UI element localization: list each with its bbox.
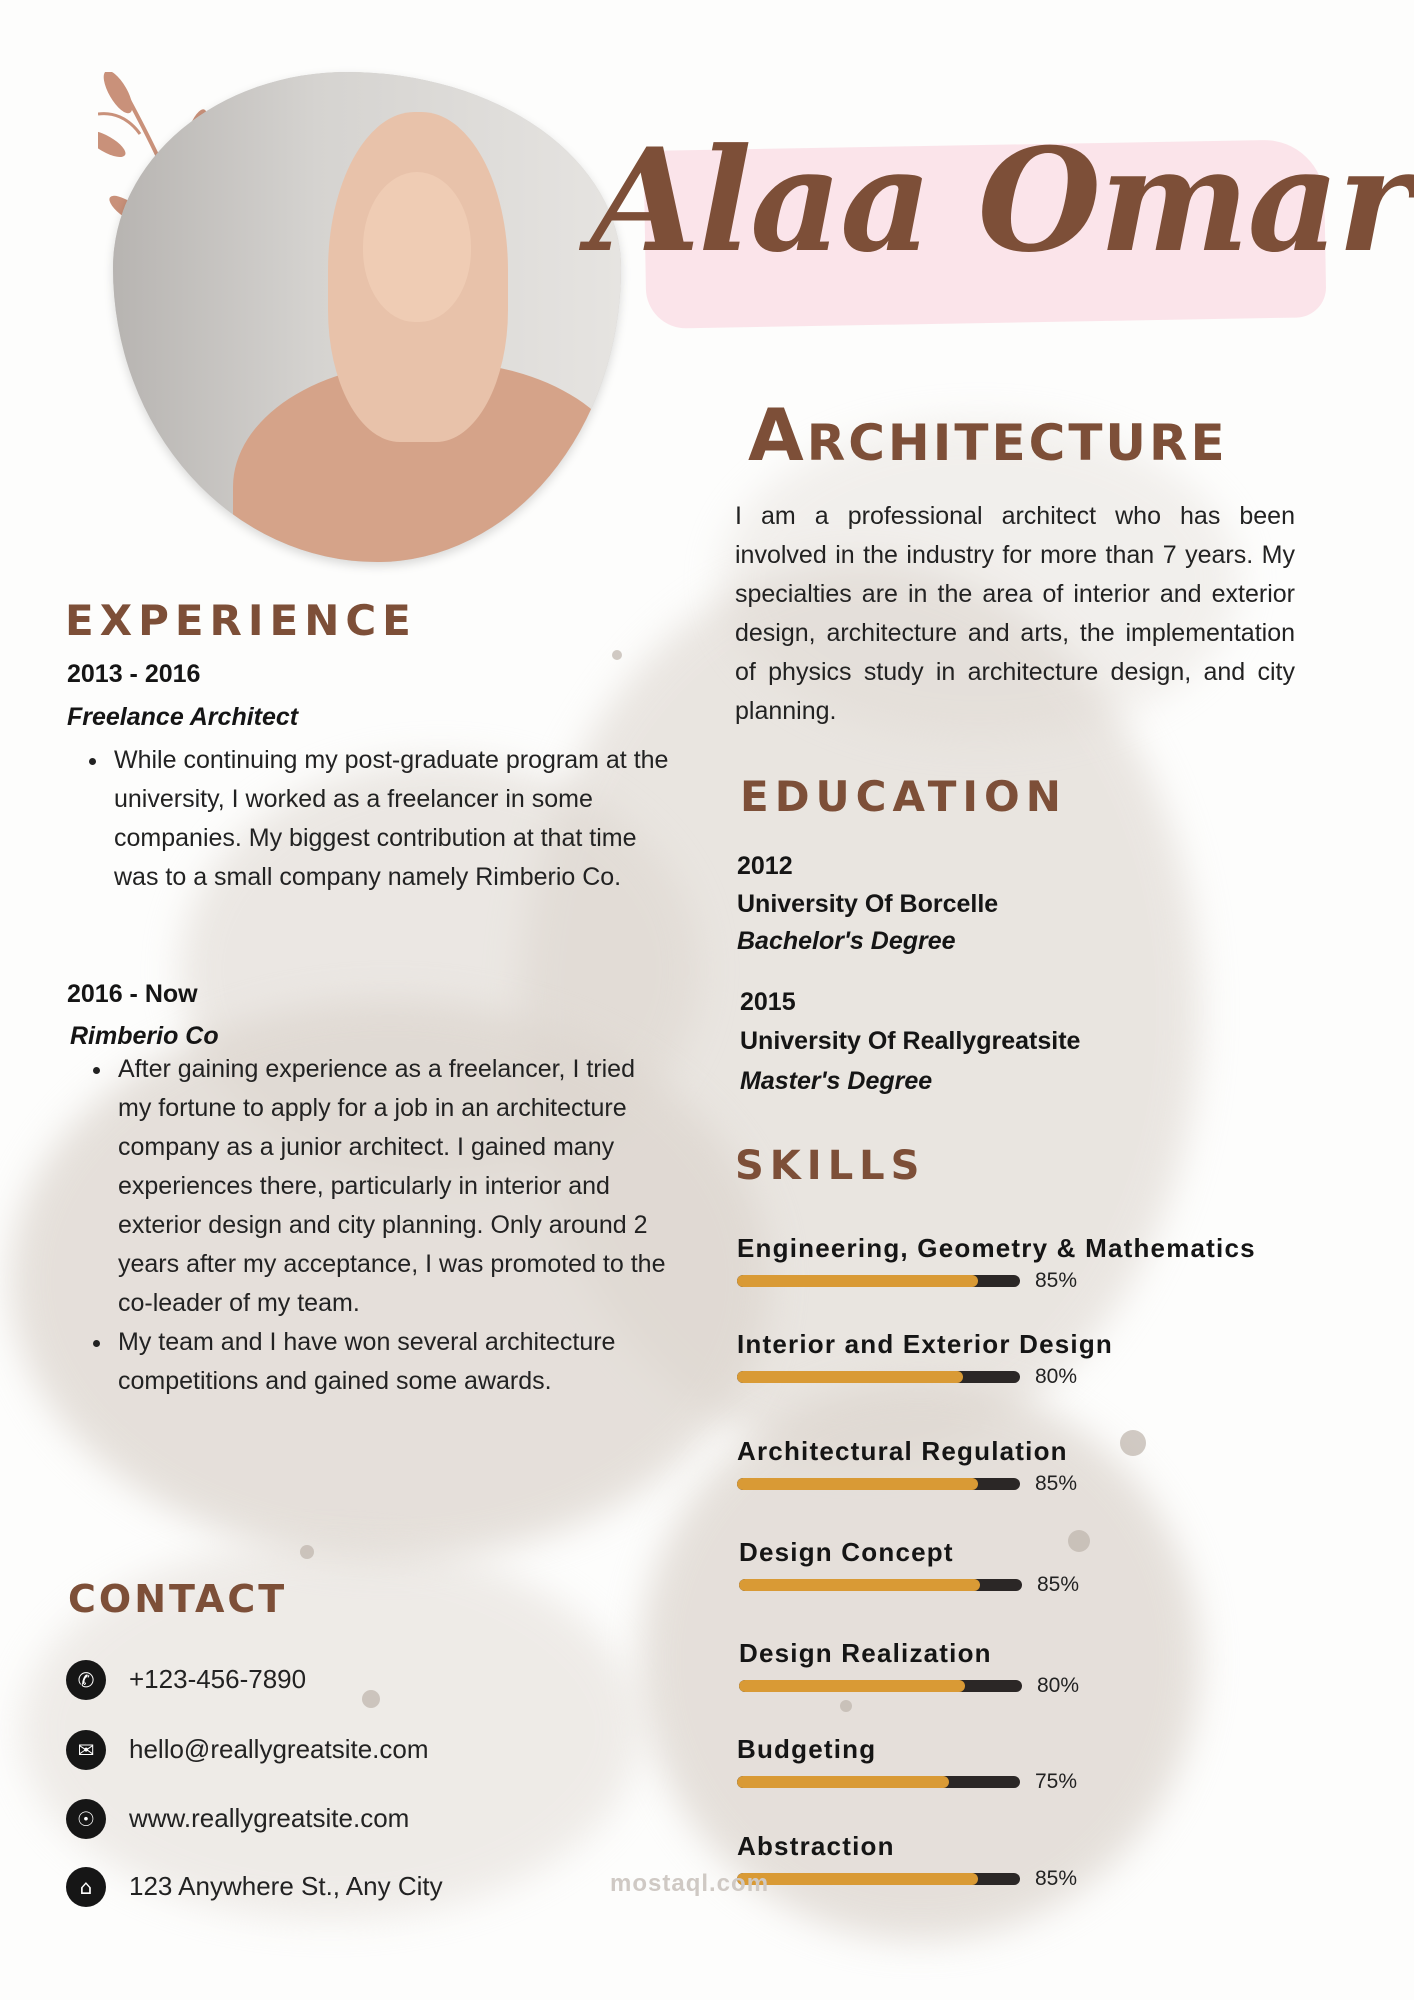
home-icon: ⌂	[66, 1867, 106, 1907]
skill-percent: 85%	[1035, 1269, 1078, 1292]
education-heading: EDUCATION	[740, 772, 1067, 821]
skill-bar-fill	[737, 1776, 949, 1788]
skill-row	[737, 1233, 1297, 1303]
skill-label: Architectural Regulation	[737, 1436, 1068, 1466]
education-school: University Of Borcelle	[737, 890, 999, 918]
education-year: 2015	[740, 988, 796, 1016]
paint-speck	[362, 1690, 380, 1708]
skill-bar	[737, 1478, 1020, 1490]
skill-bar	[737, 1873, 1020, 1885]
skill-label: Budgeting	[737, 1734, 877, 1764]
skill-row	[737, 1329, 1297, 1399]
skill-bar-fill	[737, 1873, 978, 1885]
skill-bar-fill	[737, 1275, 978, 1287]
website-text: www.reallygreatsite.com	[129, 1803, 410, 1833]
job-period: 2013 - 2016	[67, 660, 201, 688]
job-bullet: • My team and I have won several architecture competitions and gained some awards.	[114, 1323, 674, 1401]
skill-bar	[739, 1680, 1022, 1692]
skills-heading: SKILLS	[735, 1143, 926, 1189]
education-school: University Of Reallygreatsite	[740, 1027, 1081, 1055]
job-title: Rimberio Co	[70, 1022, 219, 1050]
person-name: Alaa Omar	[590, 118, 1411, 284]
job-period: 2016 - Now	[67, 980, 198, 1008]
job-bullet: • After gaining experience as a freelancer, I tried my fortune to apply for a job in an architecture company as a junior architect. I gained many experiences there, particularly in interior and exterior design and city planning. Only around 2 years after my acceptance, I was promoted to the co-leader of my team.	[114, 1050, 674, 1323]
skill-label: Abstraction	[737, 1831, 895, 1861]
skill-bar	[737, 1371, 1020, 1383]
skill-percent: 80%	[1035, 1365, 1078, 1388]
skill-bar	[737, 1275, 1020, 1287]
address-text: 123 Anywhere St., Any City	[129, 1871, 443, 1901]
contact-heading: CONTACT	[68, 1577, 288, 1621]
job-bullets	[74, 1050, 674, 1401]
skill-percent: 85%	[1037, 1573, 1080, 1596]
skill-row	[737, 1831, 1297, 1901]
email-text: hello@reallygreatsite.com	[129, 1734, 429, 1764]
skill-label: Design Realization	[739, 1638, 992, 1668]
skill-bar-fill	[739, 1680, 965, 1692]
mail-icon: ✉	[66, 1730, 106, 1770]
skill-bar-fill	[739, 1579, 980, 1591]
skill-bar	[737, 1776, 1020, 1788]
skill-bar-fill	[737, 1371, 963, 1383]
skill-percent: 85%	[1035, 1472, 1078, 1495]
job-title: Freelance Architect	[67, 703, 299, 731]
paint-speck	[612, 650, 622, 660]
about-paragraph: I am a professional architect who has been involved in the industry for more than 7 years. My specialties are in the area of interior and exterior design, architecture and arts, the implementation of physics study in architecture design, and city planning.	[735, 502, 1295, 725]
job-bullets	[70, 741, 670, 897]
skill-row	[737, 1436, 1297, 1506]
skill-percent: 85%	[1035, 1867, 1078, 1890]
skill-bar	[739, 1579, 1022, 1591]
globe-icon: ☉	[66, 1799, 106, 1839]
skill-label: Engineering, Geometry & Mathematics	[737, 1233, 1256, 1263]
job-title: Architecture	[748, 393, 1228, 477]
skill-percent: 75%	[1035, 1770, 1078, 1793]
phone-text: +123-456-7890	[129, 1664, 307, 1694]
skill-label: Interior and Exterior Design	[737, 1329, 1114, 1359]
education-degree: Master's Degree	[740, 1067, 933, 1095]
skill-row	[737, 1734, 1297, 1804]
education-degree: Bachelor's Degree	[737, 927, 956, 955]
skill-percent: 80%	[1037, 1674, 1080, 1697]
education-year: 2012	[737, 852, 793, 880]
paint-speck	[300, 1545, 314, 1559]
skill-row	[739, 1638, 1299, 1708]
phone-icon: ✆	[66, 1660, 106, 1700]
skill-row	[739, 1537, 1299, 1607]
skill-label: Design Concept	[739, 1537, 954, 1567]
job-bullet: • While continuing my post-graduate program at the university, I worked as a freelancer in some companies. My biggest contribution at that time was to a small company namely Rimberio Co.	[110, 741, 670, 897]
watermark: mostaql.com	[610, 1870, 770, 1897]
profile-photo	[113, 72, 621, 562]
experience-heading: EXPERIENCE	[65, 596, 417, 645]
skill-bar-fill	[737, 1478, 978, 1490]
